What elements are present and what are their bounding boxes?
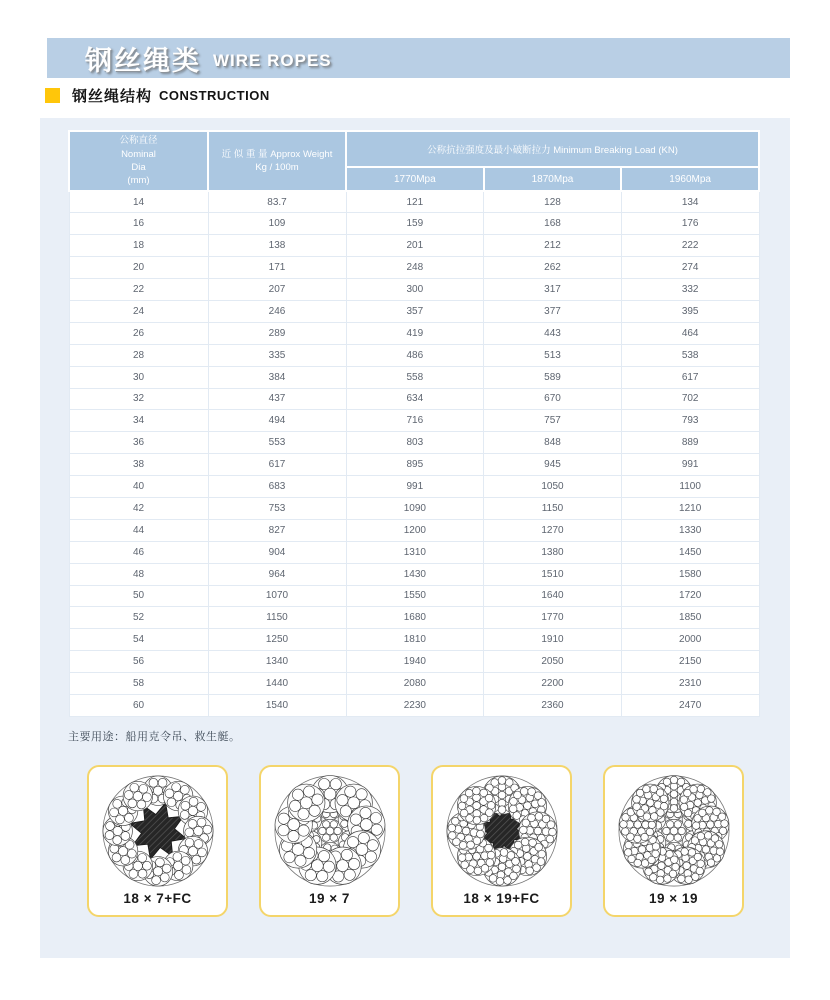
- table-cell: 121: [346, 191, 484, 213]
- table-cell: 1430: [346, 563, 484, 585]
- table-cell: 670: [484, 388, 622, 410]
- table-cell: 716: [346, 410, 484, 432]
- table-cell: 1850: [621, 607, 759, 629]
- table-cell: 486: [346, 344, 484, 366]
- table-cell: 419: [346, 322, 484, 344]
- table-cell: 26: [69, 322, 208, 344]
- table-row: [69, 257, 759, 279]
- page-title-en: WIRE ROPES: [213, 51, 332, 70]
- table-row: [69, 563, 759, 585]
- table-cell: 1050: [484, 476, 622, 498]
- col-header-diameter-line: Nominal: [121, 148, 156, 160]
- table-cell: 46: [69, 541, 208, 563]
- table-cell: 32: [69, 388, 208, 410]
- table-cell: 558: [346, 366, 484, 388]
- table-cell: 58: [69, 673, 208, 695]
- table-cell: 28: [69, 344, 208, 366]
- rope-cross-section-diagram: [99, 772, 217, 890]
- table-cell: 335: [208, 344, 346, 366]
- table-cell: 1250: [208, 629, 346, 651]
- table-cell: 176: [621, 213, 759, 235]
- col-header-diameter-line: 公称直径: [119, 135, 158, 147]
- table-cell: 2200: [484, 673, 622, 695]
- table-cell: 964: [208, 563, 346, 585]
- table-cell: 50: [69, 585, 208, 607]
- col-header-diameter: [69, 131, 208, 191]
- table-cell: 494: [208, 410, 346, 432]
- table-cell: 34: [69, 410, 208, 432]
- table-cell: 634: [346, 388, 484, 410]
- table-cell: 1340: [208, 651, 346, 673]
- table-row: [69, 322, 759, 344]
- table-cell: 1070: [208, 585, 346, 607]
- table-cell: 2050: [484, 651, 622, 673]
- table-cell: 1770: [484, 607, 622, 629]
- table-cell: 753: [208, 497, 346, 519]
- table-cell: 332: [621, 279, 759, 301]
- section-title-en: CONSTRUCTION: [159, 87, 270, 103]
- table-cell: 246: [208, 300, 346, 322]
- table-cell: 128: [484, 191, 622, 213]
- table-cell: 1380: [484, 541, 622, 563]
- section-title-cn: 钢丝绳结构: [72, 87, 153, 105]
- table-cell: 357: [346, 300, 484, 322]
- construction-label: 19 × 19: [649, 890, 698, 906]
- table-row: [69, 673, 759, 695]
- table-cell: 317: [484, 279, 622, 301]
- table-cell: 1330: [621, 519, 759, 541]
- table-cell: 1100: [621, 476, 759, 498]
- table-cell: 138: [208, 235, 346, 257]
- table-cell: 22: [69, 279, 208, 301]
- content-panel: [40, 118, 790, 958]
- table-row: [69, 191, 759, 213]
- table-cell: 464: [621, 322, 759, 344]
- table-row: [69, 410, 759, 432]
- table-cell: 83.7: [208, 191, 346, 213]
- col-header-weight-line: Kg / 100m: [255, 162, 299, 173]
- table-cell: 889: [621, 432, 759, 454]
- rope-cross-section-diagram: [271, 772, 389, 890]
- construction-label: 19 × 7: [309, 890, 350, 906]
- table-cell: 1910: [484, 629, 622, 651]
- table-cell: 300: [346, 279, 484, 301]
- table-row: [69, 366, 759, 388]
- col-header-weight: [208, 131, 346, 191]
- table-cell: 16: [69, 213, 208, 235]
- table-cell: 1150: [208, 607, 346, 629]
- table-cell: 207: [208, 279, 346, 301]
- table-cell: 2000: [621, 629, 759, 651]
- col-header-breaking-load: 公称抗拉强度及最小破断拉力 Minimum Breaking Load (KN): [346, 131, 759, 167]
- construction-card: [431, 765, 572, 917]
- rope-cross-section-diagram: [443, 772, 561, 890]
- table-cell: 1310: [346, 541, 484, 563]
- table-cell: 1540: [208, 694, 346, 716]
- table-row: [69, 497, 759, 519]
- table-body: [69, 191, 759, 716]
- rope-cross-section-diagram: [615, 772, 733, 890]
- table-row: [69, 454, 759, 476]
- table-cell: 513: [484, 344, 622, 366]
- table-cell: 1270: [484, 519, 622, 541]
- table-cell: 48: [69, 563, 208, 585]
- table-cell: 395: [621, 300, 759, 322]
- table-cell: 2230: [346, 694, 484, 716]
- table-cell: 2360: [484, 694, 622, 716]
- table-row: [69, 279, 759, 301]
- table-cell: 18: [69, 235, 208, 257]
- table-cell: 2080: [346, 673, 484, 695]
- table-cell: 617: [621, 366, 759, 388]
- table-cell: 1580: [621, 563, 759, 585]
- table-header: [69, 131, 759, 191]
- col-header-grade-1770: 1770Mpa: [346, 167, 484, 191]
- table-row: [69, 585, 759, 607]
- table-cell: 36: [69, 432, 208, 454]
- table-cell: 134: [621, 191, 759, 213]
- page-title-band: [47, 38, 790, 78]
- table-cell: 1720: [621, 585, 759, 607]
- table-cell: 1090: [346, 497, 484, 519]
- table-cell: 895: [346, 454, 484, 476]
- col-header-weight-line: 近 似 重 量 Approx Weight: [221, 148, 333, 160]
- usage-note: 主要用途：船用克令吊、救生艇。: [68, 730, 241, 743]
- table-cell: 377: [484, 300, 622, 322]
- table-cell: 168: [484, 213, 622, 235]
- table-row: [69, 629, 759, 651]
- table-cell: 827: [208, 519, 346, 541]
- table-cell: 212: [484, 235, 622, 257]
- col-header-diameter-line: (mm): [127, 175, 150, 187]
- table-cell: 222: [621, 235, 759, 257]
- table-cell: 42: [69, 497, 208, 519]
- table-cell: 248: [346, 257, 484, 279]
- construction-card: [259, 765, 400, 917]
- table-cell: 1450: [621, 541, 759, 563]
- table-cell: 44: [69, 519, 208, 541]
- table-cell: 2470: [621, 694, 759, 716]
- table-cell: 1210: [621, 497, 759, 519]
- table-cell: 538: [621, 344, 759, 366]
- table-cell: 553: [208, 432, 346, 454]
- table-cell: 1200: [346, 519, 484, 541]
- table-cell: 60: [69, 694, 208, 716]
- construction-card: [603, 765, 744, 917]
- section-marker-icon: [45, 88, 60, 103]
- table-cell: 384: [208, 366, 346, 388]
- construction-label: 18 × 7+FC: [123, 890, 192, 906]
- table-row: [69, 694, 759, 716]
- table-cell: 159: [346, 213, 484, 235]
- table-cell: 1440: [208, 673, 346, 695]
- table-cell: 24: [69, 300, 208, 322]
- table-cell: 274: [621, 257, 759, 279]
- table-row: [69, 476, 759, 498]
- table-cell: 30: [69, 366, 208, 388]
- table-cell: 991: [346, 476, 484, 498]
- table-cell: 201: [346, 235, 484, 257]
- table-cell: 617: [208, 454, 346, 476]
- table-cell: 1150: [484, 497, 622, 519]
- table-cell: 20: [69, 257, 208, 279]
- table-row: [69, 541, 759, 563]
- table-cell: 52: [69, 607, 208, 629]
- page-title-cn: 钢丝绳类: [85, 45, 201, 76]
- table-cell: 848: [484, 432, 622, 454]
- table-cell: 803: [346, 432, 484, 454]
- construction-label: 18 × 19+FC: [463, 890, 540, 906]
- table-cell: 904: [208, 541, 346, 563]
- table-row: [69, 235, 759, 257]
- table-cell: 702: [621, 388, 759, 410]
- table-cell: 945: [484, 454, 622, 476]
- table-cell: 991: [621, 454, 759, 476]
- table-cell: 683: [208, 476, 346, 498]
- table-row: [69, 300, 759, 322]
- table-cell: 757: [484, 410, 622, 432]
- table-row: [69, 651, 759, 673]
- table-row: [69, 607, 759, 629]
- table-cell: 589: [484, 366, 622, 388]
- wire-rope-table: [68, 130, 760, 717]
- table-cell: 1510: [484, 563, 622, 585]
- table-cell: 1640: [484, 585, 622, 607]
- table-cell: 2150: [621, 651, 759, 673]
- table-cell: 262: [484, 257, 622, 279]
- table-cell: 1810: [346, 629, 484, 651]
- table-cell: 1680: [346, 607, 484, 629]
- table-cell: 14: [69, 191, 208, 213]
- table-row: [69, 519, 759, 541]
- table-cell: 109: [208, 213, 346, 235]
- table-cell: 56: [69, 651, 208, 673]
- table-cell: 1550: [346, 585, 484, 607]
- table-cell: 38: [69, 454, 208, 476]
- table-cell: 437: [208, 388, 346, 410]
- table-row: [69, 388, 759, 410]
- construction-cards: [87, 765, 790, 917]
- table-cell: 289: [208, 322, 346, 344]
- section-heading: [45, 86, 270, 104]
- col-header-diameter-line: Dia: [131, 162, 146, 173]
- table-row: [69, 432, 759, 454]
- table-cell: 2310: [621, 673, 759, 695]
- col-header-grade-1870: 1870Mpa: [484, 167, 622, 191]
- table-row: [69, 344, 759, 366]
- col-header-grade-1960: 1960Mpa: [621, 167, 759, 191]
- table-cell: 1940: [346, 651, 484, 673]
- table-cell: 40: [69, 476, 208, 498]
- construction-card: [87, 765, 228, 917]
- table-row: [69, 213, 759, 235]
- table-cell: 793: [621, 410, 759, 432]
- table-cell: 54: [69, 629, 208, 651]
- table-cell: 443: [484, 322, 622, 344]
- table-cell: 171: [208, 257, 346, 279]
